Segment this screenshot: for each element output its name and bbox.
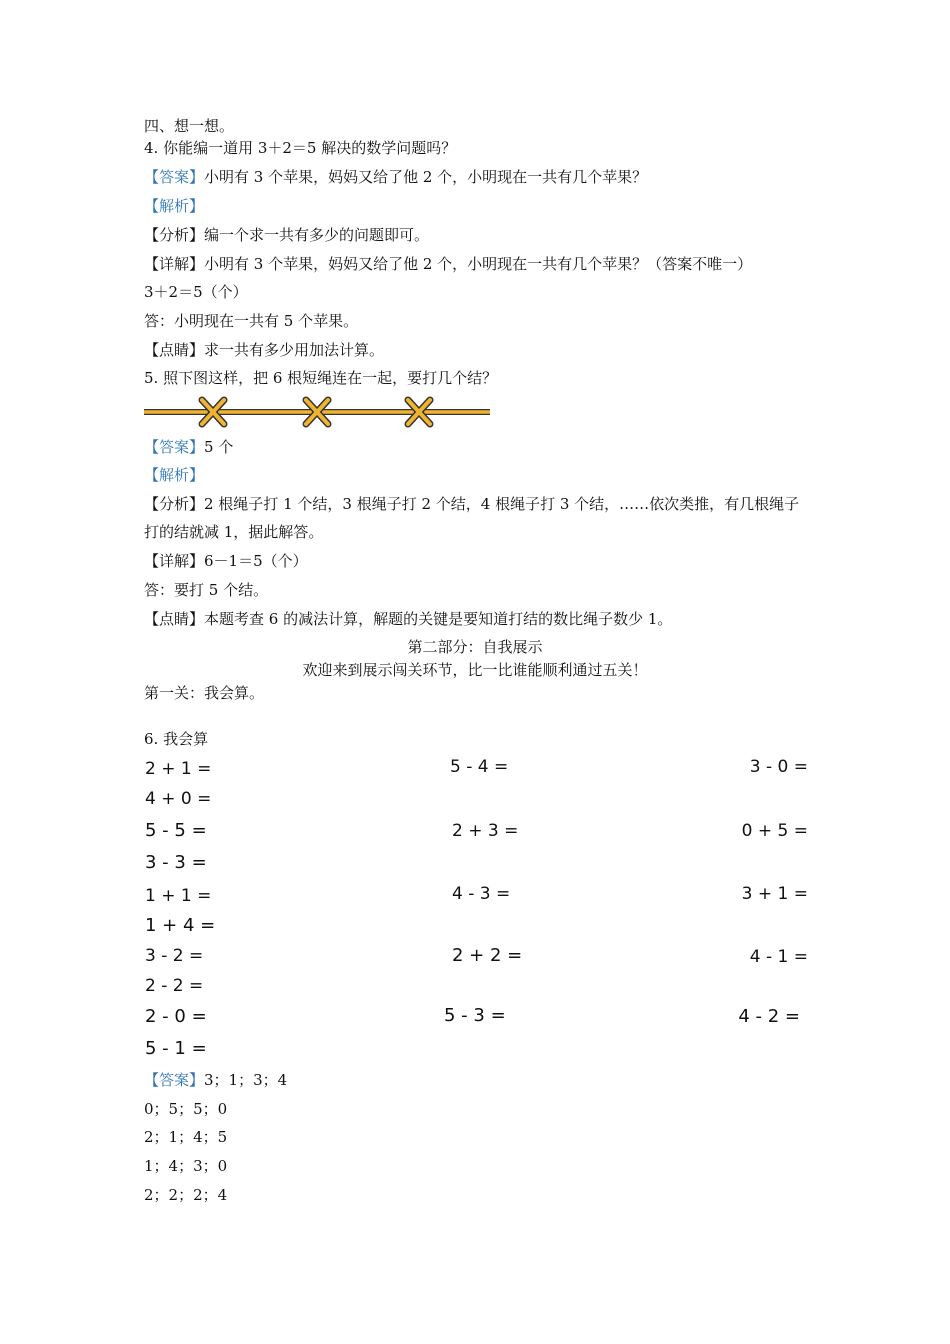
answer-row: 2；2；2；4 xyxy=(144,1186,228,1204)
answer-text: 5 个 xyxy=(204,438,234,456)
xiangjie-line: 【详解】小明有 3 个苹果，妈妈又给了他 2 个，小明现在一共有几个苹果？（答案不唯一） xyxy=(144,255,753,273)
answer-row: 1；4；3；0 xyxy=(144,1157,228,1175)
equation: 1 + 1 = xyxy=(145,886,212,906)
equation: 5 - 5 = xyxy=(145,820,207,841)
answer-row: 2；1；4；5 xyxy=(144,1128,228,1146)
fenxi-line-1: 【分析】2 根绳子打 1 个结，3 根绳子打 2 个结，4 根绳子打 3 个结，……依次类推，有几根绳子 xyxy=(144,495,800,513)
fenxi-line: 【分析】编一个求一共有多少的问题即可。 xyxy=(144,226,430,244)
da-line: 答：要打 5 个结。 xyxy=(144,581,269,599)
answer-line xyxy=(144,1070,287,1090)
question-5: 5. 照下图这样，把 6 根短绳连在一起，要打几个结？ xyxy=(144,369,498,387)
dianjing-line: 【点睛】本题考查 6 的减法计算，解题的关键是要知道打结的数比绳子数少 1。 xyxy=(144,610,673,628)
equation: 5 - 4 = xyxy=(450,757,509,777)
question-4: 4. 你能编一道用 3＋2＝5 解决的数学问题吗？ xyxy=(144,139,457,157)
equation: 3 + 1 = xyxy=(741,884,808,904)
equation: 3 - 0 = xyxy=(749,757,808,777)
calc-line: 3＋2＝5（个） xyxy=(144,283,248,301)
xiangjie-line: 【详解】6－1＝5（个） xyxy=(144,552,308,570)
answer-tag: 【答案】 xyxy=(144,1071,205,1089)
dianjing-line: 【点睛】求一共有多少用加法计算。 xyxy=(144,341,385,359)
answer-line xyxy=(144,167,647,187)
equation: 4 + 0 = xyxy=(145,789,212,809)
rope-figure xyxy=(142,396,492,428)
section-heading: 四、想一想。 xyxy=(144,117,235,135)
answer-tag: 【答案】 xyxy=(144,438,205,456)
answer-tag: 【答案】 xyxy=(144,168,205,186)
equation: 5 - 3 = xyxy=(444,1005,506,1026)
equation: 4 - 1 = xyxy=(749,947,808,967)
analysis-tag: 【解析】 xyxy=(144,197,205,215)
part2-subtitle: 欢迎来到展示闯关环节，比一比谁能顺利通过五关！ xyxy=(302,661,648,679)
answer-text: 小明有 3 个苹果，妈妈又给了他 2 个，小明现在一共有几个苹果？ xyxy=(204,168,648,186)
equation: 2 + 3 = xyxy=(452,821,519,841)
equation: 2 - 0 = xyxy=(145,1006,207,1027)
equation: 4 - 3 = xyxy=(452,884,511,904)
answer-line xyxy=(144,437,233,457)
equation: 1 + 4 = xyxy=(145,915,216,936)
level1-heading: 第一关：我会算。 xyxy=(144,684,265,702)
part2-title: 第二部分：自我展示 xyxy=(407,638,543,656)
equation: 2 + 2 = xyxy=(452,945,523,966)
equation: 2 + 1 = xyxy=(145,759,212,779)
da-line: 答：小明现在一共有 5 个苹果。 xyxy=(144,312,359,330)
equation: 2 - 2 = xyxy=(145,976,204,996)
question-6: 6. 我会算 xyxy=(144,730,209,748)
equation: 0 + 5 = xyxy=(741,821,808,841)
equation: 3 - 2 = xyxy=(145,946,204,966)
equation: 5 - 1 = xyxy=(145,1038,207,1059)
answer-row: 0；5；5；0 xyxy=(144,1100,228,1118)
answer-row: 3；1；3；4 xyxy=(204,1071,288,1089)
fenxi-line-2: 打的结就减 1，据此解答。 xyxy=(144,523,324,541)
equation: 4 - 2 = xyxy=(738,1006,800,1027)
analysis-tag: 【解析】 xyxy=(144,466,205,484)
equation: 3 - 3 = xyxy=(145,852,207,873)
